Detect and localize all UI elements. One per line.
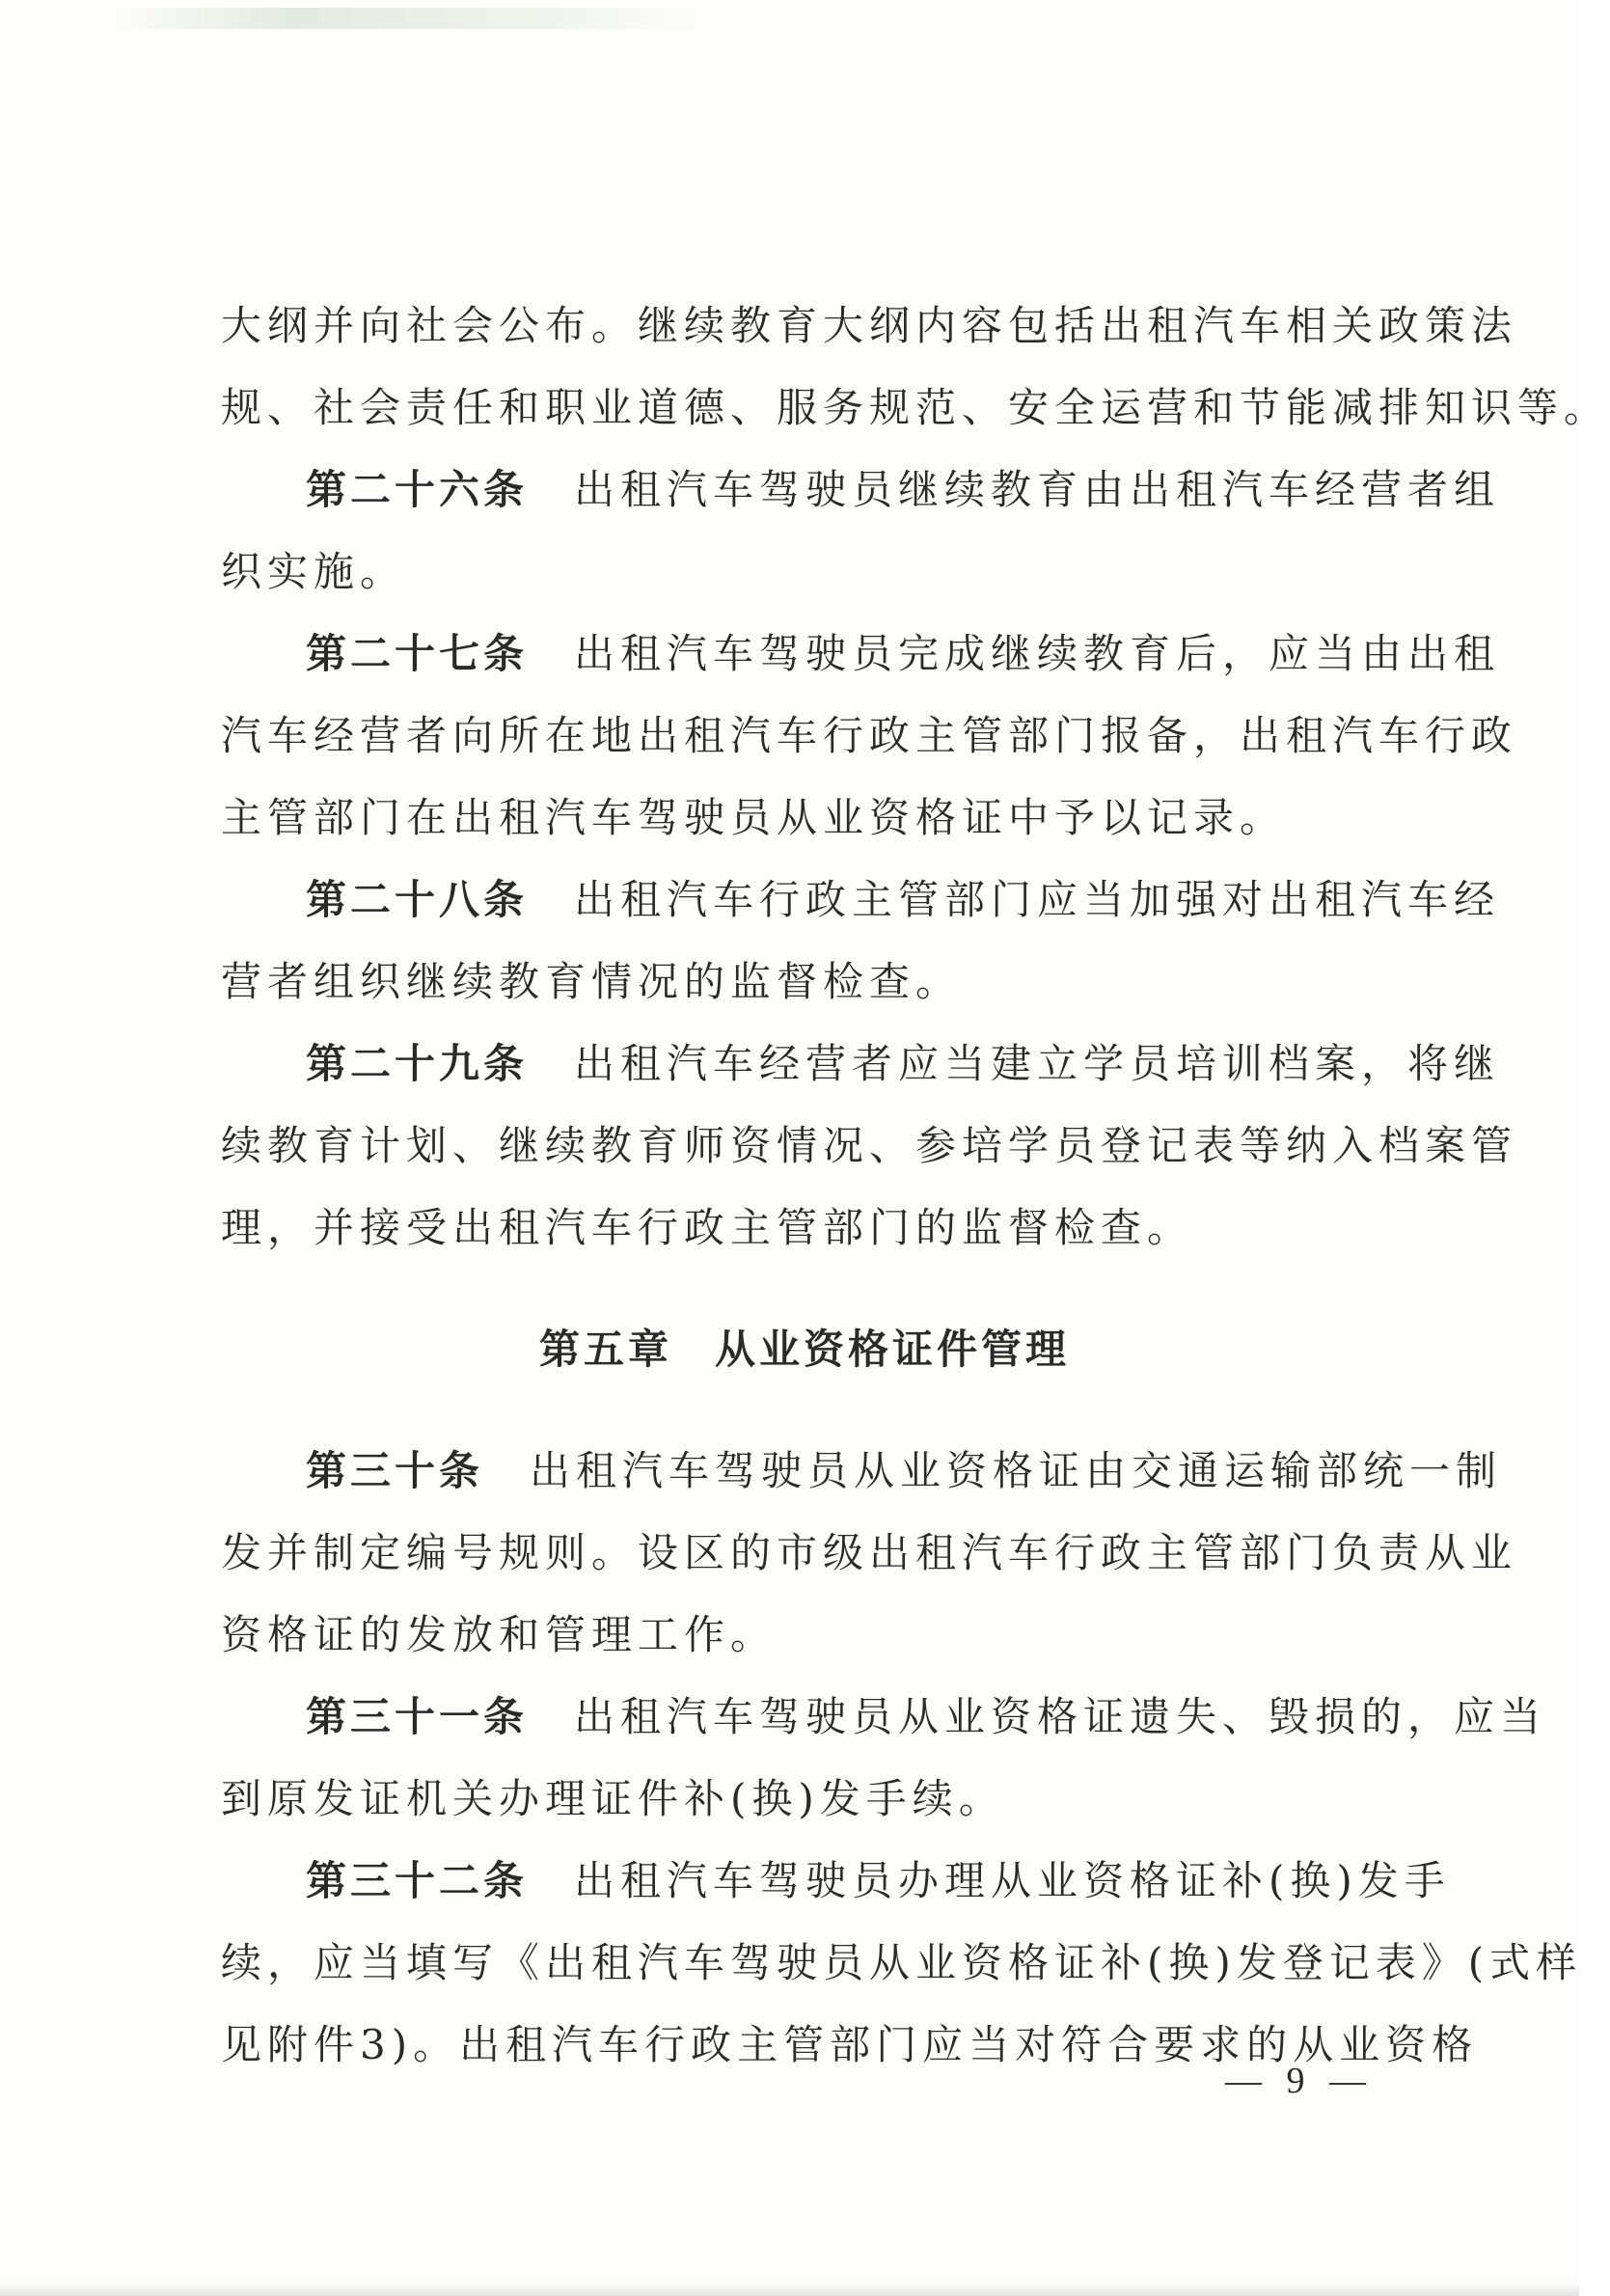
text-line: 织实施。 [221,548,407,595]
article-heading: 第三十二条 [306,1857,529,1904]
article-heading: 第三十条 [306,1447,484,1494]
text-line [221,449,1501,531]
text-line [221,859,1501,941]
page-number: — 9 — [1225,2061,1374,2101]
text-line [221,1676,1547,1758]
article-text: 出租汽车行政主管部门应当加强对出租汽车经 [574,876,1501,923]
article-text: 出租汽车驾驶员办理从业资格证补(换)发手 [574,1857,1451,1904]
chapter-heading [221,1308,1388,1390]
text-line: 续，应当填写《出租汽车驾驶员从业资格证补(换)发登记表》(式样 [221,1939,1583,1986]
article-30 [221,1430,1518,1676]
article-heading: 第二十八条 [306,876,529,923]
article-32 [221,1840,1583,2086]
article-27 [221,613,1518,859]
text-line: 汽车经营者向所在地出租汽车行政主管部门报备，出租汽车行政 [221,712,1518,759]
article-heading: 第二十九条 [306,1040,529,1087]
document-body [221,285,1610,2086]
article-heading: 第三十一条 [306,1693,529,1740]
scan-artifact-bottom [0,2282,1579,2296]
article-31 [221,1676,1547,1840]
paragraph-continuation [221,285,1610,449]
article-text: 出租汽车驾驶员继续教育由出租汽车经营者组 [574,466,1501,513]
article-text: 出租汽车驾驶员从业资格证由交通运输部统一制 [530,1447,1503,1494]
text-line: 发并制定编号规则。设区的市级出租汽车行政主管部门负责从业 [221,1529,1518,1576]
article-text: 出租汽车经营者应当建立学员培训档案，将继 [574,1040,1501,1087]
article-29 [221,1023,1518,1269]
text-line [221,1840,1451,1922]
scan-artifact-top [116,8,695,29]
text-line [221,613,1501,695]
article-heading: 第二十七条 [306,630,529,677]
article-28 [221,859,1501,1023]
article-26 [221,449,1501,613]
text-line: 见附件3)。出租汽车行政主管部门应当对符合要求的从业资格 [221,2021,1479,2068]
article-text: 出租汽车驾驶员完成继续教育后，应当由出租 [574,630,1501,677]
text-line: 主管部门在出租汽车驾驶员从业资格证中予以记录。 [221,794,1287,841]
text-line: 理，并接受出租汽车行政主管部门的监督检查。 [221,1204,1194,1251]
text-line: 大纲并向社会公布。继续教育大纲内容包括出租汽车相关政策法 [221,302,1518,349]
text-line: 营者组织继续教育情况的监督检查。 [221,958,963,1005]
text-line [221,1023,1501,1105]
text-line: 规、社会责任和职业道德、服务规范、安全运营和节能减排知识等。 [221,384,1610,431]
article-heading: 第二十六条 [306,466,529,513]
text-line: 资格证的发放和管理工作。 [221,1611,778,1658]
text-line: 续教育计划、继续教育师资情况、参培学员登记表等纳入档案管 [221,1122,1518,1169]
chapter-title: 从业资格证件管理 [715,1326,1071,1373]
chapter-number: 第五章 [538,1326,672,1373]
text-line [221,1430,1503,1512]
text-line: 到原发证机关办理证件补(换)发手续。 [221,1775,1005,1822]
article-text: 出租汽车驾驶员从业资格证遗失、毁损的，应当 [574,1693,1547,1740]
